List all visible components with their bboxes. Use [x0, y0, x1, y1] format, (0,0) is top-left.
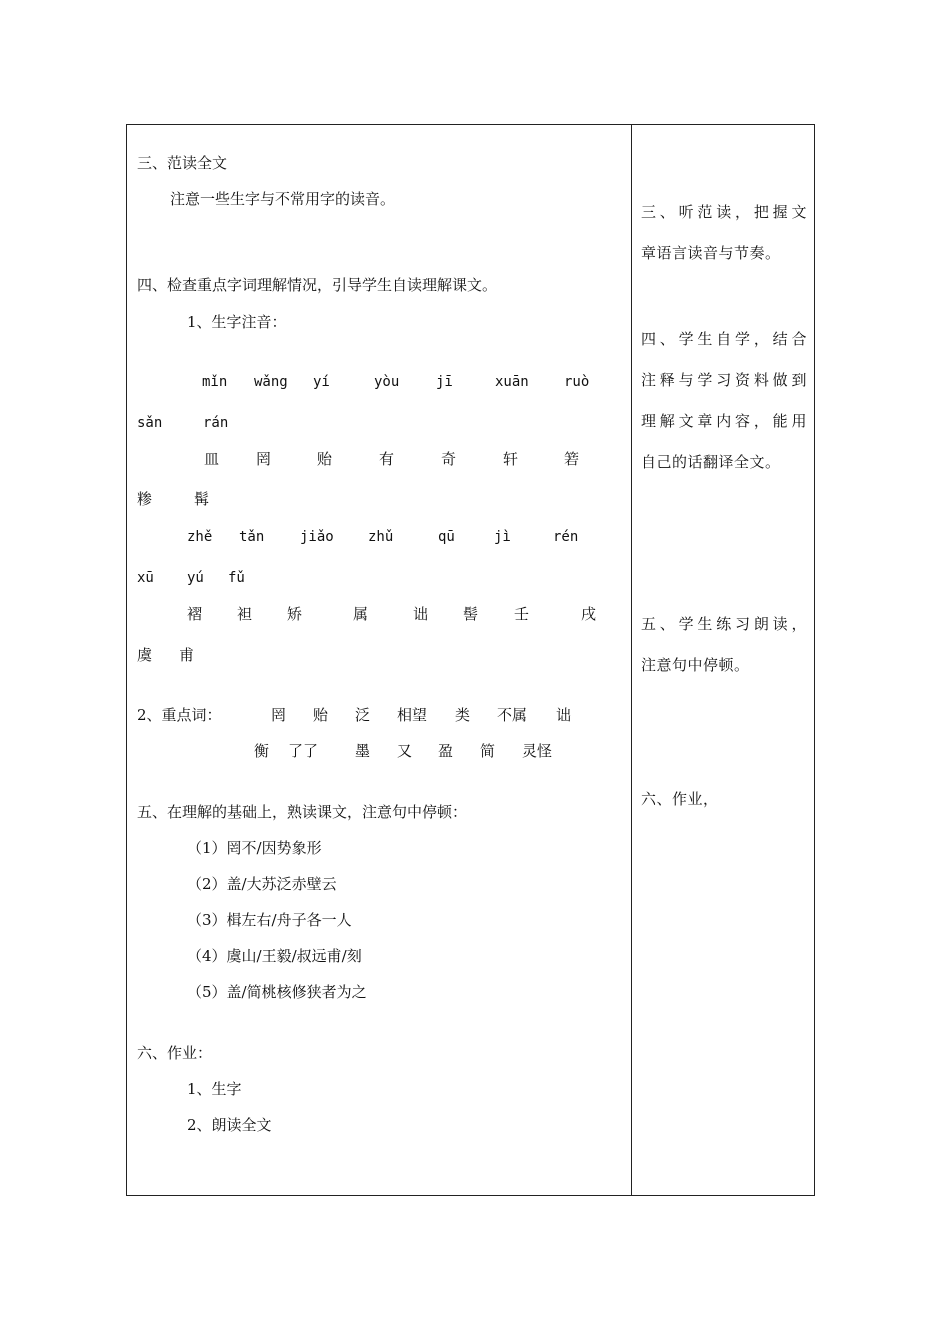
section-3-title: 三、范读全文 [137, 154, 228, 172]
character: 属 [353, 605, 369, 623]
reading-item: （4）虞山/王毅/叔远甫/刻 [187, 947, 362, 965]
character: 髯 [194, 490, 210, 508]
character: 皿 [204, 450, 220, 468]
character: 糁 [137, 490, 153, 508]
section-6-title: 六、作业： [137, 1044, 213, 1062]
right-line: 六、作业， [641, 790, 719, 808]
character: 壬 [514, 605, 530, 623]
pinyin: xū [137, 570, 154, 586]
pinyin: rén [553, 529, 579, 545]
keyword: 灵怪 [522, 742, 553, 760]
pinyin: mǐn [202, 374, 228, 390]
character: 戌 [581, 605, 597, 623]
right-line: 五、学生练习朗读， [641, 615, 807, 633]
keyword: 贻 [313, 706, 329, 724]
character: 轩 [503, 450, 519, 468]
character: 髻 [463, 605, 479, 623]
right-line: 注意句中停顿。 [641, 656, 750, 674]
column-divider [631, 125, 632, 1195]
pinyin: rán [203, 415, 229, 431]
keyword: 墨 [355, 742, 371, 760]
keyword: 类 [455, 706, 471, 724]
pinyin: yú [187, 570, 204, 586]
right-line: 注释与学习资料做到 [641, 371, 807, 389]
section-4-sub1: 1、生字注音： [187, 313, 287, 331]
right-line: 章语言读音与节奏。 [641, 244, 781, 262]
character: 贻 [317, 450, 333, 468]
homework-item: 2、朗读全文 [187, 1116, 272, 1134]
keyword: 罔 [271, 706, 287, 724]
right-section-5 [641, 604, 807, 686]
pinyin: zhǔ [368, 529, 394, 545]
pinyin: jī [436, 374, 453, 390]
lesson-table [126, 124, 815, 1196]
character: 矫 [287, 605, 303, 623]
reading-item: （2）盖/大苏泛赤壁云 [187, 875, 337, 893]
right-section-3 [641, 192, 807, 274]
pinyin: jì [494, 529, 511, 545]
keyword: 诎 [556, 706, 572, 724]
character: 虞 [137, 646, 153, 664]
character: 有 [379, 450, 395, 468]
pinyin: qū [438, 529, 455, 545]
keyword: 不属 [497, 706, 528, 724]
section-4-sub2-label: 2、重点词： [137, 706, 222, 724]
character: 袒 [237, 605, 253, 623]
right-line: 自己的话翻译全文。 [641, 453, 781, 471]
pinyin: xuān [495, 374, 529, 390]
pinyin: yòu [374, 374, 400, 390]
right-section-6 [641, 779, 807, 820]
keyword: 简 [480, 742, 496, 760]
section-5-title: 五、在理解的基础上，熟读课文，注意句中停顿： [137, 803, 468, 821]
section-3-note: 注意一些生字与不常用字的读音。 [170, 190, 396, 208]
right-line: 理解文章内容，能用 [641, 412, 807, 430]
keyword: 泛 [355, 706, 371, 724]
homework-item: 1、生字 [187, 1080, 242, 1098]
pinyin: fǔ [228, 570, 245, 586]
reading-item: （1）罔不/因势象形 [187, 839, 322, 857]
reading-item: （3）楫左右/舟子各一人 [187, 911, 352, 929]
keyword: 又 [397, 742, 413, 760]
right-line: 四、学生自学，结合 [641, 330, 807, 348]
character: 箬 [564, 450, 580, 468]
keyword: 盈 [438, 742, 454, 760]
pinyin: wǎng [254, 374, 288, 390]
character: 诎 [413, 605, 429, 623]
keyword: 衡 [254, 742, 270, 760]
pinyin: ruò [564, 374, 590, 390]
pinyin: zhě [187, 529, 213, 545]
pinyin: yí [313, 374, 330, 390]
pinyin: jiǎo [300, 529, 334, 545]
character: 罔 [256, 450, 272, 468]
character: 褶 [187, 605, 203, 623]
reading-item: （5）盖/简桃核修狭者为之 [187, 983, 367, 1001]
character: 奇 [441, 450, 457, 468]
keyword: 了了 [288, 742, 319, 760]
right-section-4 [641, 319, 807, 483]
keyword: 相望 [397, 706, 428, 724]
right-line: 三、听范读，把握文 [641, 203, 807, 221]
pinyin: tǎn [239, 529, 265, 545]
section-4-title: 四、检查重点字词理解情况，引导学生自读理解课文。 [137, 276, 498, 294]
character: 甫 [179, 646, 195, 664]
pinyin: sǎn [137, 415, 163, 431]
